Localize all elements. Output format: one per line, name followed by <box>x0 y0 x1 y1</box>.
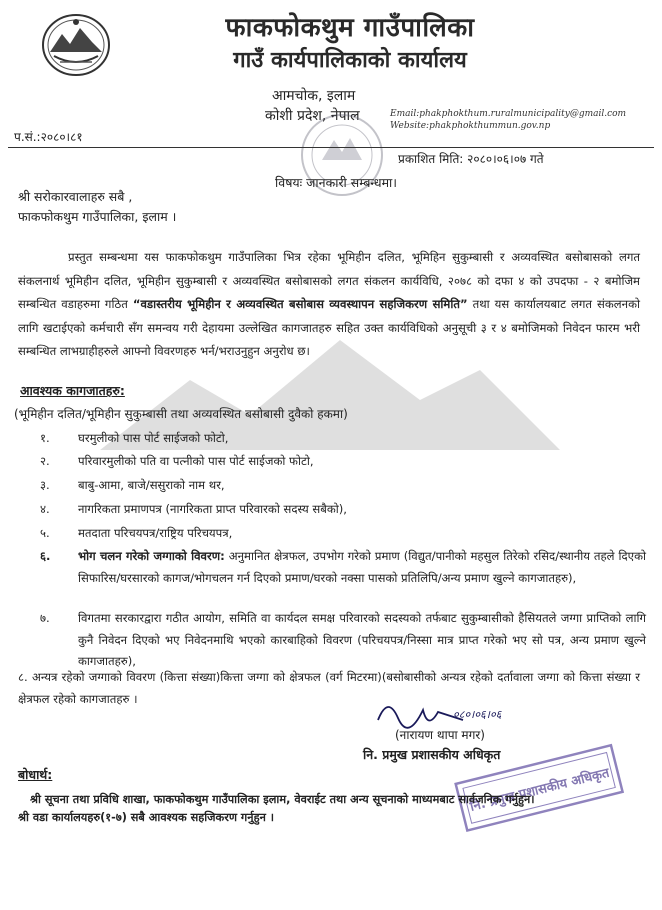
address-line-1: आमचोक, इलाम <box>272 88 356 104</box>
item-bold-label: भोग चलन गरेको जग्गाको विवरण: <box>78 549 225 563</box>
item-number: ५. <box>40 526 50 540</box>
item-number: ७. <box>40 611 50 625</box>
stamp-text: नि. प्रमुख प्रशासकीय अधिकृत <box>468 765 611 815</box>
item-text: विगतमा सरकारद्वारा गठीत आयोग, समिति वा कार्यदल समक्ष परिवारको सदस्यको तर्फबाट सुकुम्बासीको हैसियतले जग्गा प्राप्तिको लागि कुनै निवेदन दिएको भए निवेदनमाथि भएको कारबाहिको विवरण (परिचयपत्र/निस्सा मात्र प्राप्त गरेको भए सो पत्र, अन्य प्रमाण खुल्ने कागजातहरु), <box>78 611 646 668</box>
item-text: अनुमानित क्षेत्रफल, उपभोग गरेको प्रमाण (विद्युत/पानीको महसुल तिरेको रसिद/स्थानीय तहले दिएको सिफारिस/घरसारको कागज/भोगचलन गर्न दिएको प्रमाण/घरको नक्सा पासको प्रतिलिपि/अन्य प्रमाण खुल्ने कागजातहरु), <box>78 549 646 585</box>
website-text: Website:phakphokthummun.gov.np <box>390 121 551 131</box>
email-text: Email:phakphokthum.ruralmunicipality@gmail.com <box>390 109 627 119</box>
signatory-name: (नारायण थापा मगर) <box>395 728 485 742</box>
paragraph-text-a: प्रस्तुत सम्बन्धमा यस फाकफोकथुम गाउँपालिका भित्र रहेका भूमिहीन दलित, भूमिहिन सुकुम्बासी र अव्यवस्थित बसोबासको लगत संकलनार्थ भूमिहीन दलित, भूमिहीन सुकुम्बासी र अव्यवस्थित बसोबासको लगत संकलन कार्यविधि, २०७८ को दफा ४ को उपदफा - २ बमोजिम सम्बन्धित वडाहरुमा गठित <box>18 250 640 311</box>
office-title: फाकफोकथुम गाउँपालिका <box>225 13 475 43</box>
list-item <box>40 546 650 612</box>
requirements-heading: आवश्यक कागजातहरु: <box>20 383 125 398</box>
item-text: परिवारमुलीको पति वा पत्नीको पास पोर्ट साईजको फोटो, <box>78 454 314 468</box>
cc-line-2: श्री वडा कार्यालयहरु(१-७) सबै आवश्यक सहजिकरण गर्नुहुन । <box>18 811 275 824</box>
contact-info <box>390 108 626 132</box>
item-number: ३. <box>40 478 50 492</box>
item-text: बाबु-आमा, बाजे/ससुराको नाम थर, <box>78 478 225 492</box>
list-item-8: ८. अन्यत्र रहेको जग्गाको विवरण (कित्ता संख्या)कित्ता जग्गा को क्षेत्रफल (वर्ग मिटरमा)(बसोबासीको अन्यत्र रहेको दर्तावाला जग्गा को कित्ता संख्या र क्षेत्रफल रहेको कागजातहरु । <box>18 670 640 706</box>
reference-number: प.सं.:२०८०।८१ <box>14 130 83 144</box>
recipient-line-1: श्री सरोकारवालाहरु सबै , <box>18 189 133 204</box>
published-date: प्रकाशित मिति: २०८०।०६।०७ गते <box>398 152 544 166</box>
subject-line: विषयः जानकारी सम्बन्धमा। <box>275 175 398 190</box>
item-number: ६. <box>40 549 51 563</box>
recipient-line-2: फाकफोकथुम गाउँपालिका, इलाम । <box>18 209 177 224</box>
cc-heading: बोधार्थ: <box>18 767 53 782</box>
paragraph-text-b: तथा यस कार्यालयबाट लगत संकलनको लागि खटाईएको कर्मचारी सँग समन्वय गरी देहायमा उल्लेखित कागजातहरु सहित उक्त कार्यविधिको अनुसूची ३ र ४ बमोजिमको निवेदन फारम भरी सम्बन्धित लाभग्राहीहरुले आफ्नो विवरणहरु भर्न/भराउनुहुन अनुरोध छ। <box>18 297 640 358</box>
signature-date: ०८०।०६।०६ <box>453 708 502 721</box>
item-number: २. <box>40 454 50 468</box>
list-item <box>40 608 650 674</box>
item-text-block <box>78 546 646 589</box>
item-number: ४. <box>40 502 50 516</box>
item-text: घरमुलीको पास पोर्ट साईजको फोटो, <box>78 431 229 445</box>
address-line-2: कोशी प्रदेश, नेपाल <box>265 108 360 124</box>
item-number: १. <box>40 431 50 445</box>
header-divider <box>8 147 654 148</box>
signatory-title: नि. प्रमुख प्रशासकीय अधिकृत <box>363 747 501 762</box>
item-text: मतदाता परिचयपत्र/राष्ट्रिय परिचयपत्र, <box>78 526 233 540</box>
cc-line-1: श्री सूचना तथा प्रविधि शाखा, फाकफोकथुम गाउँपालिका इलाम, वेवराईट तथा अन्य सूचनाको माध्यमबाट सार्वजनिक गर्नुहुन। <box>30 793 535 806</box>
committee-name: “वडास्तरीय भूमिहीन र अव्यवस्थित बसोबास व्यवस्थापन सहजिकरण समिति” <box>132 297 468 311</box>
municipality-logo <box>40 12 112 78</box>
office-subtitle: गाउँ कार्यपालिकाको कार्यालय <box>233 48 467 73</box>
item-text: नागरिकता प्रमाणपत्र (नागरिकता प्राप्त परिवारको सदस्य सबैको), <box>78 502 347 516</box>
requirements-subheading: (भूमिहीन दलित/भूमिहीन सुकुम्बासी तथा अव्यवस्थित बसोबासी दुवैको हकमा) <box>14 407 348 421</box>
